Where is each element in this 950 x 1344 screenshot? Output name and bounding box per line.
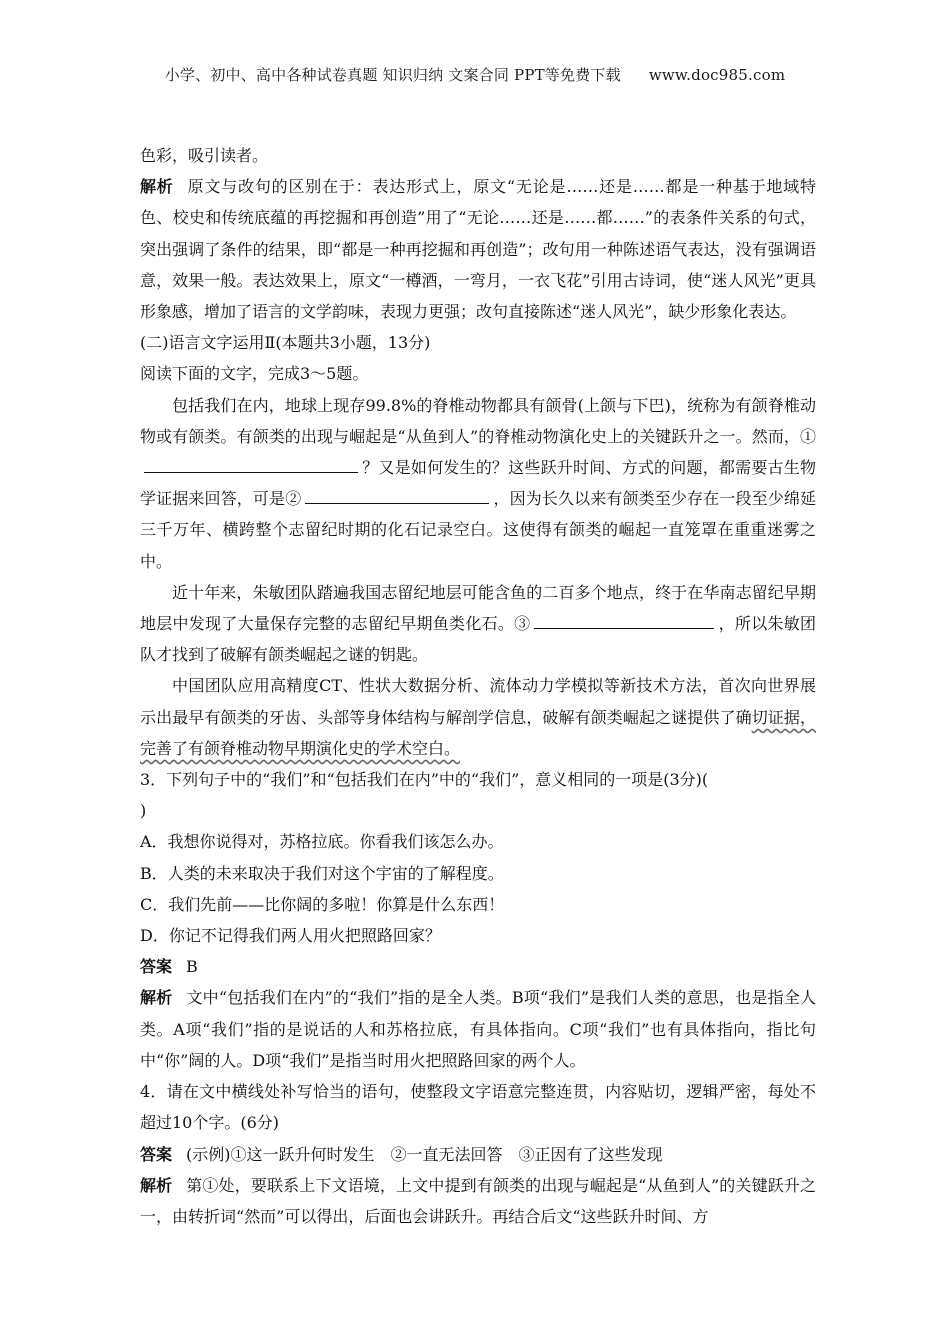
passage-text: ？又是如何发生的？这些跃升时间、方式的问题，都需要古生物学证据来回答，可是② [140, 458, 816, 509]
prev-analysis [140, 171, 816, 327]
header-site: www.doc985.com [648, 66, 786, 84]
prev-answer-tail: 色彩，吸引读者。 [140, 146, 269, 165]
question-3-stem-close: ) [140, 801, 147, 821]
section-title: (二)语言文字运用Ⅱ(本题共3小题，13分) [140, 333, 431, 353]
blank-2 [305, 487, 489, 504]
analysis-text: 文中“包括我们在内”的“我们”指的是全人类。B项“我们”是我们人类的意思，也是指全人类。A项“我们”指的是说话的人和苏格拉底，有具体指向。C项“我们”也有具体指向，指比句中“你”阔的人。D项“我们”是指当时用火把照路回家的两个人。 [140, 988, 816, 1070]
passage-text: ，因为长久以来有颌类至少存在一段至少绵延三千万年、横跨整个志留纪时期的化石记录空白。这使得有颌类的崛起一直笼罩在重重迷雾之中。 [140, 489, 816, 571]
answer-label: 答案 [140, 957, 173, 977]
passage-paragraph-3 [140, 670, 816, 764]
passage-paragraph-1 [140, 390, 816, 577]
analysis-label: 解析 [140, 988, 173, 1008]
question-3-analysis [140, 982, 816, 1076]
answer-text: (示例)①这一跃升何时发生 ②一直无法回答 ③正因有了这些发现 [186, 1144, 663, 1164]
passage-paragraph-2 [140, 577, 816, 671]
question-3-option-c: C．我们先前——比你阔的多啦！你算是什么东西！ [140, 894, 505, 914]
answer-label: 答案 [140, 1144, 173, 1164]
question-4-analysis [140, 1170, 816, 1232]
question-4-stem: 4．请在文中横线处补写恰当的语句，使整段文字语意完整连贯，内容贴切，逻辑严密，每处不超过10个字。(6分) [140, 1082, 816, 1133]
analysis-text: 原文与改句的区别在于：表达形式上，原文“无论是……还是……都是一种基于地域特色、校史和传统底蕴的再挖掘和再创造”用了“无论……还是……都……”的表条件关系的句式，突出强调了条件的结果，即“都是一种再挖掘和再创造”；改句用一种陈述语气表达，没有强调语意，效果一般。表达效果上，原文“一樽酒，一弯月，一衣飞花”引用古诗词，使“迷人风光”更具形象感，增加了语言的文学韵味，表现力更强；改句直接陈述“迷人风光”，缺少形象化表达。 [140, 177, 816, 322]
header-text: 小学、初中、高中各种试卷真题 知识归纳 文案合同 PPT等免费下载 [164, 66, 621, 84]
analysis-label: 解析 [140, 1175, 173, 1195]
question-3-option-d: D．你记不记得我们两人用火把照路回家？ [140, 926, 441, 946]
passage-text: 包括我们在内，地球上现存99.8%的脊椎动物都具有颌骨(上颌与下巴)，统称为有颌脊椎动物或有颌类。有颌类的出现与崛起是“从鱼到人”的脊椎动物演化史上的关键跃升之一。然而，① [140, 395, 816, 446]
blank-1 [144, 456, 358, 473]
analysis-text: 第①处，要联系上下文语境，上文中提到有颌类的出现与崛起是“从鱼到人”的关键跃升之一，由转折词“然而”可以得出，后面也会讲跃升。再结合后文“这些跃升时间、方 [140, 1175, 816, 1226]
passage-text: 近十年来，朱敏团队踏遍我国志留纪地层可能含鱼的二百多个地点，终于在华南志留纪早期地层中发现了大量保存完整的志留纪早期鱼类化石。③ [140, 582, 816, 634]
analysis-label: 解析 [140, 177, 174, 197]
blank-3 [534, 612, 714, 629]
passage-text: ，所以朱敏团队才找到了破解有颌类崛起之谜的钥匙。 [140, 614, 816, 665]
passage-text: 中国团队应用高精度CT、性状大数据分析、流体动力学模拟等新技术方法，首次向世界展示出最早有颌类的牙齿、头部等身体结构与解剖学信息，破解有颌类崛起之谜提供了确 [140, 676, 816, 727]
wavy-underlined-text: 切证据，完善了有颌脊椎动物早期演化史的学术空白。 [140, 707, 816, 758]
answer-text: B [186, 957, 198, 977]
section-instruction: 阅读下面的文字，完成3～5题。 [140, 364, 369, 384]
question-4-answer [140, 1139, 816, 1170]
question-3-stem: 3．下列句子中的“我们”和“包括我们在内”中的“我们”，意义相同的一项是(3分)( [140, 770, 709, 790]
question-3-answer [140, 951, 816, 982]
question-3-option-b: B．人类的未来取决于我们对这个宇宙的了解程度。 [140, 863, 504, 883]
page-header [0, 64, 950, 85]
question-3-option-a: A．我想你说得对，苏格拉底。你看我们该怎么办。 [140, 832, 504, 852]
document-body [140, 140, 816, 1232]
